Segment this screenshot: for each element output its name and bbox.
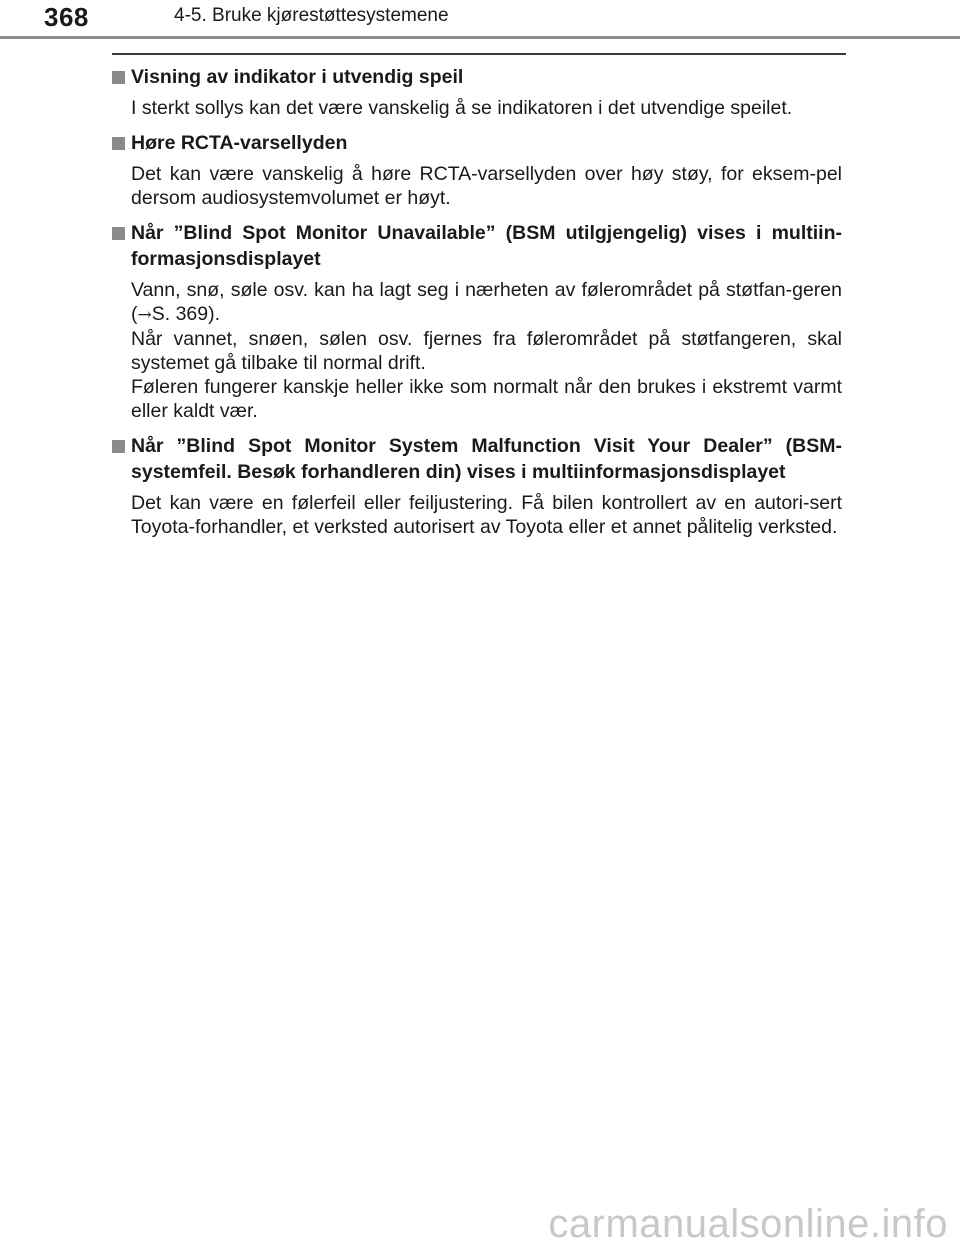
section-item xyxy=(112,433,842,539)
section-heading xyxy=(112,130,842,156)
body-paragraph: I sterkt sollys kan det være vanskelig å se indikatoren i det utvendige speilet. xyxy=(131,97,793,119)
watermark: carmanualsonline.info xyxy=(548,1202,948,1246)
section-divider xyxy=(112,53,846,55)
page-content xyxy=(112,64,842,549)
page-reference-link[interactable]: S. 369). xyxy=(151,303,221,325)
body-paragraph: Når vannet, snøen, sølen osv. fjernes fra følerområdet på støtfangeren, skal systemet gå tilbake til normal drift. xyxy=(131,328,842,374)
body-paragraph xyxy=(131,278,842,327)
header-divider xyxy=(0,36,960,39)
body-text: Vann, snø, søle osv. kan ha lagt seg i nærheten av følerområdet på støtfan-geren ( xyxy=(131,279,842,325)
section-heading-text: Høre RCTA-varsellyden xyxy=(131,132,348,154)
section-heading-text: Når ”Blind Spot Monitor Unavailable” (BSM utilgjengelig) vises i multiin-formasjonsdisplayet xyxy=(131,222,842,270)
square-bullet-icon xyxy=(112,440,125,453)
section-item xyxy=(112,64,842,120)
section-body xyxy=(131,278,842,423)
body-paragraph: Det kan være en følerfeil eller feiljustering. Få bilen kontrollert av en autori-sert Toyota-forhandler, et verksted autorisert av Toyota eller et annet pålitelig verksted. xyxy=(131,492,842,538)
section-heading-text: Når ”Blind Spot Monitor System Malfunction Visit Your Dealer” (BSM-systemfeil. Besøk forhandleren din) vises i multiinformasjonsdisplayet xyxy=(131,435,842,483)
section-heading xyxy=(112,64,842,90)
square-bullet-icon xyxy=(112,227,125,240)
section-body xyxy=(131,491,842,539)
section-heading xyxy=(112,220,842,272)
section-item xyxy=(112,220,842,423)
page-number: 368 xyxy=(44,2,89,32)
section-body xyxy=(131,96,842,120)
square-bullet-icon xyxy=(112,71,125,84)
square-bullet-icon xyxy=(112,137,125,150)
page-header xyxy=(0,0,960,40)
section-heading xyxy=(112,433,842,485)
section-body xyxy=(131,162,842,210)
arrow-right-icon: → xyxy=(137,305,152,325)
chapter-title: 4-5. Bruke kjørestøttesystemene xyxy=(174,5,449,26)
body-paragraph: Det kan være vanskelig å høre RCTA-varsellyden over høy støy, for eksem-pel dersom audiosystemvolumet er høyt. xyxy=(131,163,842,209)
section-item xyxy=(112,130,842,210)
body-paragraph: Føleren fungerer kanskje heller ikke som normalt når den brukes i ekstremt varmt eller kaldt vær. xyxy=(131,376,842,422)
section-heading-text: Visning av indikator i utvendig speil xyxy=(131,66,464,88)
